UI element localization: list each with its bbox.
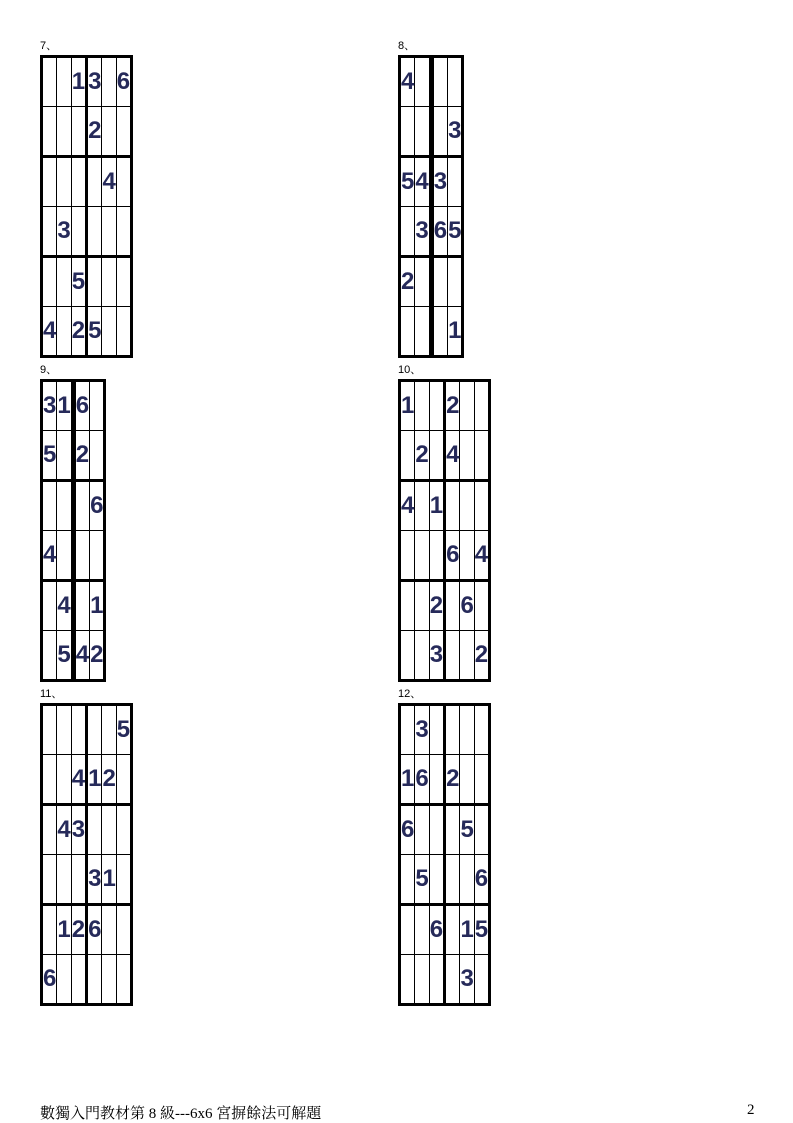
grid-row: [42, 705, 132, 755]
given-digit-cell[interactable]: 3: [433, 157, 447, 207]
given-digit-cell[interactable]: 6: [400, 805, 415, 855]
given-digit-cell[interactable]: 3: [460, 955, 474, 1005]
given-digit-cell[interactable]: 2: [71, 307, 86, 357]
empty-cell[interactable]: [474, 481, 489, 531]
grid-row: [400, 57, 463, 107]
empty-cell[interactable]: [75, 581, 89, 631]
empty-cell[interactable]: [42, 257, 57, 307]
empty-cell[interactable]: [102, 955, 116, 1005]
given-digit-cell[interactable]: 5: [116, 705, 131, 755]
grid-row: [400, 631, 490, 681]
grid-row: [400, 905, 490, 955]
puzzle-number-label: 8、: [398, 40, 416, 52]
empty-cell[interactable]: [474, 705, 489, 755]
empty-cell[interactable]: [415, 805, 429, 855]
given-digit-cell[interactable]: 1: [400, 755, 415, 805]
given-digit-cell[interactable]: 4: [75, 631, 89, 681]
empty-cell[interactable]: [429, 531, 444, 581]
empty-cell[interactable]: [400, 531, 415, 581]
grid-row: [400, 157, 463, 207]
empty-cell[interactable]: [57, 531, 71, 581]
empty-cell[interactable]: [57, 481, 71, 531]
given-digit-cell[interactable]: 2: [87, 107, 102, 157]
puzzle-number-label: 9、: [40, 364, 58, 376]
given-digit-cell[interactable]: 1: [90, 581, 105, 631]
empty-cell[interactable]: [474, 755, 489, 805]
empty-cell[interactable]: [415, 581, 429, 631]
empty-cell[interactable]: [400, 855, 415, 905]
given-digit-cell[interactable]: 5: [71, 257, 86, 307]
grid-row: [400, 307, 463, 357]
empty-cell[interactable]: [57, 705, 71, 755]
grid-row: [42, 755, 132, 805]
empty-cell[interactable]: [71, 855, 86, 905]
empty-cell[interactable]: [460, 481, 474, 531]
empty-cell[interactable]: [415, 631, 429, 681]
given-digit-cell[interactable]: 6: [433, 207, 447, 257]
empty-cell[interactable]: [42, 481, 57, 531]
puzzle-number-label: 11、: [40, 688, 63, 700]
empty-cell[interactable]: [433, 307, 447, 357]
puzzle-number-label: 10、: [398, 364, 422, 376]
grid-row: [42, 805, 132, 855]
empty-cell[interactable]: [102, 705, 116, 755]
given-digit-cell[interactable]: 1: [57, 905, 71, 955]
grid-row: [42, 57, 132, 107]
empty-cell[interactable]: [460, 531, 474, 581]
empty-cell[interactable]: [87, 705, 102, 755]
given-digit-cell[interactable]: 5: [474, 905, 489, 955]
empty-cell[interactable]: [415, 955, 429, 1005]
grid-row: [400, 955, 490, 1005]
empty-cell[interactable]: [400, 631, 415, 681]
empty-cell[interactable]: [57, 307, 71, 357]
empty-cell[interactable]: [57, 257, 71, 307]
grid-row: [400, 257, 463, 307]
empty-cell[interactable]: [400, 705, 415, 755]
grid-row: [400, 381, 490, 431]
given-digit-cell[interactable]: 5: [42, 431, 57, 481]
given-digit-cell[interactable]: 2: [445, 381, 460, 431]
empty-cell[interactable]: [102, 57, 116, 107]
given-digit-cell[interactable]: 6: [460, 581, 474, 631]
empty-cell[interactable]: [400, 107, 415, 157]
given-digit-cell[interactable]: 4: [42, 307, 57, 357]
given-digit-cell[interactable]: 4: [474, 531, 489, 581]
grid-row: [42, 207, 132, 257]
empty-cell[interactable]: [87, 157, 102, 207]
empty-cell[interactable]: [460, 855, 474, 905]
empty-cell[interactable]: [460, 431, 474, 481]
sudoku-grid: [40, 379, 106, 682]
grid-row: [42, 381, 105, 431]
given-digit-cell[interactable]: 1: [71, 57, 86, 107]
empty-cell[interactable]: [87, 207, 102, 257]
empty-cell[interactable]: [90, 531, 105, 581]
puzzle-number-label: 7、: [40, 40, 58, 52]
grid-row: [400, 581, 490, 631]
empty-cell[interactable]: [433, 107, 447, 157]
empty-cell[interactable]: [75, 481, 89, 531]
empty-cell[interactable]: [102, 107, 116, 157]
given-digit-cell[interactable]: 6: [90, 481, 105, 531]
empty-cell[interactable]: [474, 431, 489, 481]
empty-cell[interactable]: [57, 107, 71, 157]
given-digit-cell[interactable]: 3: [71, 805, 86, 855]
empty-cell[interactable]: [448, 257, 463, 307]
empty-cell[interactable]: [57, 855, 71, 905]
empty-cell[interactable]: [42, 755, 57, 805]
sudoku-grid: [398, 55, 464, 358]
grid-row: [400, 855, 490, 905]
empty-cell[interactable]: [429, 955, 444, 1005]
sudoku-grid: [40, 703, 133, 1006]
empty-cell[interactable]: [415, 107, 429, 157]
empty-cell[interactable]: [42, 207, 57, 257]
empty-cell[interactable]: [445, 955, 460, 1005]
empty-cell[interactable]: [71, 207, 86, 257]
empty-cell[interactable]: [448, 57, 463, 107]
grid-row: [400, 805, 490, 855]
sudoku-grid: [40, 55, 133, 358]
grid-row: [400, 431, 490, 481]
grid-row: [42, 107, 132, 157]
empty-cell[interactable]: [460, 755, 474, 805]
empty-cell[interactable]: [433, 257, 447, 307]
given-digit-cell[interactable]: 1: [87, 755, 102, 805]
empty-cell[interactable]: [90, 431, 105, 481]
grid-row: [42, 531, 105, 581]
empty-cell[interactable]: [102, 257, 116, 307]
empty-cell[interactable]: [87, 955, 102, 1005]
empty-cell[interactable]: [87, 805, 102, 855]
empty-cell[interactable]: [448, 157, 463, 207]
empty-cell[interactable]: [415, 57, 429, 107]
empty-cell[interactable]: [116, 755, 131, 805]
empty-cell[interactable]: [57, 431, 71, 481]
empty-cell[interactable]: [474, 805, 489, 855]
empty-cell[interactable]: [116, 805, 131, 855]
empty-cell[interactable]: [400, 581, 415, 631]
given-digit-cell[interactable]: 3: [448, 107, 463, 157]
given-digit-cell[interactable]: 6: [429, 905, 444, 955]
page-number: 2: [747, 1102, 755, 1118]
given-digit-cell[interactable]: 6: [87, 905, 102, 955]
empty-cell[interactable]: [400, 955, 415, 1005]
empty-cell[interactable]: [42, 57, 57, 107]
empty-cell[interactable]: [400, 307, 415, 357]
empty-cell[interactable]: [57, 57, 71, 107]
grid-row: [42, 581, 105, 631]
grid-row: [400, 481, 490, 531]
grid-row: [400, 107, 463, 157]
given-digit-cell[interactable]: 2: [75, 431, 89, 481]
given-digit-cell[interactable]: 4: [71, 755, 86, 805]
empty-cell[interactable]: [429, 431, 444, 481]
empty-cell[interactable]: [116, 855, 131, 905]
given-digit-cell[interactable]: 5: [415, 855, 429, 905]
given-digit-cell[interactable]: 5: [460, 805, 474, 855]
grid-row: [400, 705, 490, 755]
empty-cell[interactable]: [42, 107, 57, 157]
given-digit-cell[interactable]: 6: [415, 755, 429, 805]
empty-cell[interactable]: [474, 381, 489, 431]
empty-cell[interactable]: [445, 481, 460, 531]
empty-cell[interactable]: [429, 705, 444, 755]
given-digit-cell[interactable]: 4: [415, 157, 429, 207]
grid-row: [42, 431, 105, 481]
empty-cell[interactable]: [42, 705, 57, 755]
given-digit-cell[interactable]: 2: [71, 905, 86, 955]
given-digit-cell[interactable]: 5: [448, 207, 463, 257]
given-digit-cell[interactable]: 3: [42, 381, 57, 431]
given-digit-cell[interactable]: 4: [400, 481, 415, 531]
empty-cell[interactable]: [102, 905, 116, 955]
empty-cell[interactable]: [57, 755, 71, 805]
given-digit-cell[interactable]: 4: [42, 531, 57, 581]
given-digit-cell[interactable]: 2: [474, 631, 489, 681]
given-digit-cell[interactable]: 3: [415, 705, 429, 755]
grid-row: [42, 257, 132, 307]
given-digit-cell[interactable]: 6: [116, 57, 131, 107]
empty-cell[interactable]: [75, 531, 89, 581]
empty-cell[interactable]: [429, 805, 444, 855]
given-digit-cell[interactable]: 3: [87, 57, 102, 107]
empty-cell[interactable]: [42, 157, 57, 207]
empty-cell[interactable]: [116, 207, 131, 257]
given-digit-cell[interactable]: 3: [57, 207, 71, 257]
empty-cell[interactable]: [90, 381, 105, 431]
given-digit-cell[interactable]: 3: [415, 207, 429, 257]
given-digit-cell[interactable]: 1: [400, 381, 415, 431]
given-digit-cell[interactable]: 4: [400, 57, 415, 107]
given-digit-cell[interactable]: 3: [429, 631, 444, 681]
given-digit-cell[interactable]: 4: [57, 581, 71, 631]
grid-row: [42, 631, 105, 681]
empty-cell[interactable]: [71, 955, 86, 1005]
empty-cell[interactable]: [460, 631, 474, 681]
empty-cell[interactable]: [116, 157, 131, 207]
empty-cell[interactable]: [116, 955, 131, 1005]
given-digit-cell[interactable]: 2: [445, 755, 460, 805]
empty-cell[interactable]: [415, 481, 429, 531]
empty-cell[interactable]: [42, 581, 57, 631]
given-digit-cell[interactable]: 2: [415, 431, 429, 481]
empty-cell[interactable]: [102, 805, 116, 855]
given-digit-cell[interactable]: 2: [90, 631, 105, 681]
empty-cell[interactable]: [445, 805, 460, 855]
empty-cell[interactable]: [116, 257, 131, 307]
empty-cell[interactable]: [415, 905, 429, 955]
empty-cell[interactable]: [102, 207, 116, 257]
given-digit-cell[interactable]: 2: [429, 581, 444, 631]
given-digit-cell[interactable]: 6: [474, 855, 489, 905]
empty-cell[interactable]: [42, 631, 57, 681]
given-digit-cell[interactable]: 1: [57, 381, 71, 431]
empty-cell[interactable]: [433, 57, 447, 107]
given-digit-cell[interactable]: 2: [102, 755, 116, 805]
grid-row: [42, 955, 132, 1005]
puzzle-number-label: 12、: [398, 688, 422, 700]
given-digit-cell[interactable]: 5: [87, 307, 102, 357]
empty-cell[interactable]: [42, 905, 57, 955]
empty-cell[interactable]: [42, 805, 57, 855]
given-digit-cell[interactable]: 1: [429, 481, 444, 531]
empty-cell[interactable]: [429, 755, 444, 805]
given-digit-cell[interactable]: 3: [87, 855, 102, 905]
empty-cell[interactable]: [460, 381, 474, 431]
empty-cell[interactable]: [116, 307, 131, 357]
empty-cell[interactable]: [87, 257, 102, 307]
grid-row: [400, 531, 490, 581]
grid-row: [42, 905, 132, 955]
empty-cell[interactable]: [400, 905, 415, 955]
empty-cell[interactable]: [116, 905, 131, 955]
grid-row: [42, 157, 132, 207]
empty-cell[interactable]: [415, 257, 429, 307]
given-digit-cell[interactable]: 6: [75, 381, 89, 431]
empty-cell[interactable]: [415, 531, 429, 581]
empty-cell[interactable]: [445, 705, 460, 755]
given-digit-cell[interactable]: 1: [102, 855, 116, 905]
empty-cell[interactable]: [400, 431, 415, 481]
empty-cell[interactable]: [445, 631, 460, 681]
sudoku-grid: [398, 703, 491, 1006]
empty-cell[interactable]: [400, 207, 415, 257]
sudoku-grid: [398, 379, 491, 682]
given-digit-cell[interactable]: 4: [57, 805, 71, 855]
empty-cell[interactable]: [71, 157, 86, 207]
empty-cell[interactable]: [42, 855, 57, 905]
grid-row: [42, 307, 132, 357]
given-digit-cell[interactable]: 4: [445, 431, 460, 481]
empty-cell[interactable]: [57, 955, 71, 1005]
empty-cell[interactable]: [429, 381, 444, 431]
empty-cell[interactable]: [415, 381, 429, 431]
grid-row: [400, 207, 463, 257]
empty-cell[interactable]: [445, 905, 460, 955]
given-digit-cell[interactable]: 1: [460, 905, 474, 955]
given-digit-cell[interactable]: 6: [42, 955, 57, 1005]
empty-cell[interactable]: [71, 705, 86, 755]
footer-title: 數獨入門教材第 8 級---6x6 宮摒餘法可解題: [40, 1106, 322, 1122]
empty-cell[interactable]: [445, 581, 460, 631]
empty-cell[interactable]: [460, 705, 474, 755]
given-digit-cell[interactable]: 6: [445, 531, 460, 581]
given-digit-cell[interactable]: 1: [448, 307, 463, 357]
empty-cell[interactable]: [429, 855, 444, 905]
empty-cell[interactable]: [102, 307, 116, 357]
empty-cell[interactable]: [474, 581, 489, 631]
given-digit-cell[interactable]: 4: [102, 157, 116, 207]
given-digit-cell[interactable]: 2: [400, 257, 415, 307]
empty-cell[interactable]: [415, 307, 429, 357]
empty-cell[interactable]: [116, 107, 131, 157]
grid-row: [42, 481, 105, 531]
given-digit-cell[interactable]: 5: [400, 157, 415, 207]
empty-cell[interactable]: [57, 157, 71, 207]
grid-row: [42, 855, 132, 905]
given-digit-cell[interactable]: 5: [57, 631, 71, 681]
grid-row: [400, 755, 490, 805]
empty-cell[interactable]: [445, 855, 460, 905]
empty-cell[interactable]: [71, 107, 86, 157]
empty-cell[interactable]: [474, 955, 489, 1005]
